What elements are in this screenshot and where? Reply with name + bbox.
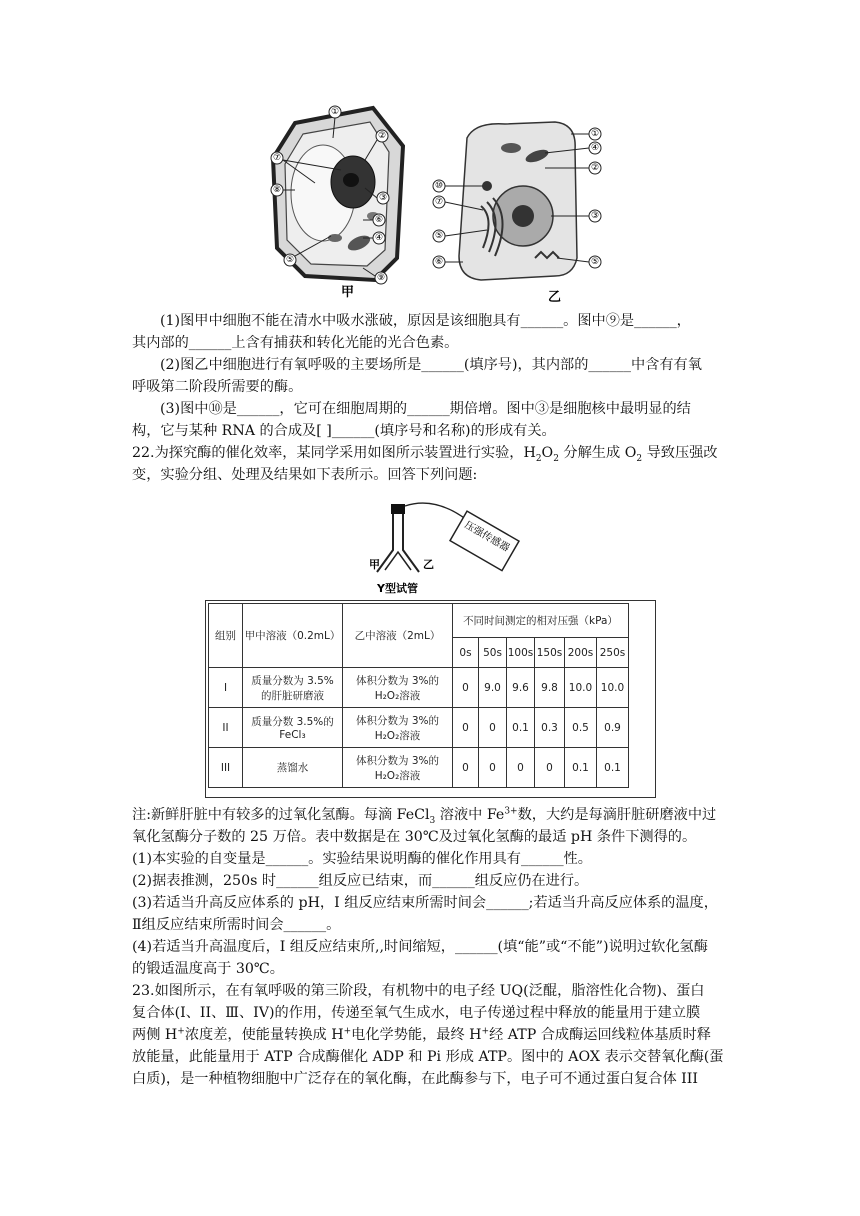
q23-line-1: 23.如图所示，在有氧呼吸的第三阶段，有机物中的电子经 UQ(泛醌，脂溶性化合物)、蛋白 [132,983,705,999]
subscript: 2 [553,453,559,464]
cell-value: 9.8 [535,668,565,708]
header-time: 50s [479,638,507,668]
superscript: + [481,1026,490,1037]
cell-group: III [209,748,243,788]
jia-label: ⑤ [285,255,295,265]
q23-line-2: 复合体(I、II、Ⅲ、IV)的作用，传递至氧气生成水，电子传递过程中释放的能量用于建立膜 [132,1005,701,1021]
yi-label: ④ [590,143,600,153]
cell-jia [243,748,343,788]
q21-line-1: (1)图甲中细胞不能在清水中吸水涨破，原因是该细胞具有______。图中⑨是______， [160,313,691,329]
jia-label: ⑦ [272,153,282,163]
header-time: 150s [535,638,565,668]
cell-jia [243,708,343,748]
q21-line-3: (2)图乙中细胞进行有氧呼吸的主要场所是______(填序号)，其内部的______中含有有氧 [160,357,702,373]
cell-jia-line1: 质量分数 3.5%的 [251,716,334,728]
superscript: + [177,1026,185,1037]
yi-label: ① [590,129,600,139]
header-group: 组别 [209,604,243,668]
q22-sub-1: (1)本实验的自变量是______。实验结果说明酶的催化作用具有______性。 [132,851,592,867]
note-text: 数，大约是每滴肝脏研磨液中过 [517,807,717,823]
results-table [208,603,629,788]
yi-label: ⑤ [590,257,600,267]
q22-note-2: 氧化氢酶分子数的 25 万倍。表中数据是在 30℃及过氧化氢酶的最适 pH 条件下测得的。 [132,829,697,845]
cell-yi-line2: H₂O₂溶液 [374,729,421,742]
q22-sub-4a: (4)若适当升高温度后，I 组反应结束所,,时间缩短，______(填“能”或“不能”)说明过软化氢酶 [132,939,708,955]
y-tube-apparatus [355,500,525,600]
q22-line-1 [132,442,742,464]
caption-yi: 乙 [548,290,562,305]
q21-line-2: 其内部的______上含有捕获和转化光能的光合色素。 [132,335,459,351]
header-time: 100s [507,638,535,668]
q22-text: 分解生成 O [558,445,637,461]
cell-jia [243,668,343,708]
cell-value: 0.3 [535,708,565,748]
jia-label: ③ [378,193,388,203]
yi-label: ⑩ [434,181,444,191]
cell-value: 0.5 [565,708,597,748]
cell-value: 0.9 [597,708,629,748]
q22-sub-3b: Ⅱ组反应结束所需时间会______。 [132,917,341,933]
table-row [209,748,629,788]
yi-label: ⑦ [434,197,444,207]
apparatus-jia: 甲 [369,558,380,571]
q22-sub-3a: (3)若适当升高反应体系的 pH，I 组反应结束所需时间会______;若适当升高反应体系的温度， [132,895,718,911]
header-pressure: 不同时间测定的相对压强（kPa） [453,604,629,638]
apparatus-yi: 乙 [423,558,434,571]
header-time: 0s [453,638,479,668]
cell-jia-line2: FeCl₃ [279,729,306,741]
cell-value: 0 [535,748,565,788]
cell-value: 0.1 [565,748,597,788]
cell-yi [343,748,453,788]
cell-yi-line1: 体积分数为 3%的 [356,754,439,767]
q22-sub-2: (2)据表推测，250s 时______组反应已结束，而______组反应仍在进行。 [132,873,589,889]
cell-value: 0 [479,748,507,788]
cell-jia-line1: 质量分数为 3.5% [251,674,334,687]
q21-line-4: 呼吸第二阶段所需要的酶。 [132,379,303,395]
subscript: 2 [636,453,643,464]
cell-yi-line2: H₂O₂溶液 [374,769,421,782]
cell-yi [343,668,453,708]
q22-text: O [541,445,554,461]
cell-group: I [209,668,243,708]
cell-yi-line2: H₂O₂溶液 [374,689,421,702]
jia-label: ⑨ [376,273,386,283]
cell-value: 9.0 [479,668,507,708]
cell-value: 0 [479,708,507,748]
q23-text: 经 ATP 合成酶运回线粒体基质时释 [489,1027,711,1043]
header-time: 200s [565,638,597,668]
q23-text: 浓度差，使能量转换成 H [184,1027,344,1043]
cell-value: 0 [453,708,479,748]
note-text: 溶液中 Fe [435,807,505,823]
plant-cell-jia [271,106,403,300]
header-jia: 甲中溶液（0.2mL） [243,604,343,668]
apparatus-caption: Y型试管 [377,582,418,595]
cell-value: 0.1 [597,748,629,788]
cell-structure-figure [255,98,605,306]
cell-value: 10.0 [597,668,629,708]
header-time: 250s [597,638,629,668]
q23-text: 两侧 H [132,1027,178,1043]
caption-jia: 甲 [341,285,355,300]
q23-line-4: 放能量，此能量用于 ATP 合成酶催化 ADP 和 Pi 形成 ATP。图中的 AOX 表示交替氧化酶(蛋 [132,1049,724,1065]
q22-text: 22.为探究酶的催化效率，某同学采用如图所示装置进行实验，H [132,445,536,461]
jia-label: ⑥ [374,215,384,225]
cell-value: 0.1 [507,708,535,748]
table-row [209,708,629,748]
animal-cell-yi [433,122,601,305]
jia-label: ④ [374,233,384,243]
q22-sub-4b: 的锻适温度高于 30℃。 [132,961,284,977]
cell-value: 0 [507,748,535,788]
superscript: 3+ [504,806,518,817]
cell-yi-line1: 体积分数为 3%的 [356,714,439,727]
cell-jia-line2: 的肝脏研磨液 [261,689,324,702]
cell-group: II [209,708,243,748]
cell-jia-line1: 蒸馏水 [276,762,309,774]
yi-label: ⑤ [434,231,444,241]
q21-line-5: (3)图中⑩是______，它可在细胞周期的______期倍增。图中③是细胞核中最明显的结 [160,401,691,417]
note-text: 注:新鲜肝脏中有较多的过氧化氢酶。每滴 FeCl [132,807,430,823]
yi-label: ⑥ [434,257,444,267]
q23-line-5: 白质)，是一种植物细胞中广泛存在的氧化酶，在此酶参与下，电子可不通过蛋白复合体 III [132,1071,698,1087]
header-yi: 乙中溶液（2mL） [343,604,453,668]
q21-line-6: 构，它与某种 RNA 的合成及[ ]______(填序号和名称)的形成有关。 [132,423,556,439]
yi-label: ③ [590,211,600,221]
cell-value: 9.6 [507,668,535,708]
subscript: 3 [429,815,436,826]
sensor-label: 压强传感器 [462,519,512,555]
cell-value: 0 [453,748,479,788]
cell-value: 10.0 [565,668,597,708]
superscript: + [343,1026,352,1037]
cell-value: 0 [453,668,479,708]
jia-label: ① [330,107,340,117]
subscript: 2 [535,453,542,464]
q22-text: 导致压强改 [642,445,718,461]
table-row [209,668,629,708]
q23-text: 电化学势能，最终 H [351,1027,482,1043]
jia-label: ② [377,131,387,141]
q22-note-1 [132,804,742,826]
q22-line-2: 变，实验分组、处理及结果如下表所示。回答下列问题: [132,467,478,483]
cell-yi-line1: 体积分数为 3%的 [356,674,439,687]
jia-label: ⑧ [272,185,282,195]
q23-line-3 [132,1024,742,1046]
cell-yi [343,708,453,748]
yi-label: ② [590,163,600,173]
